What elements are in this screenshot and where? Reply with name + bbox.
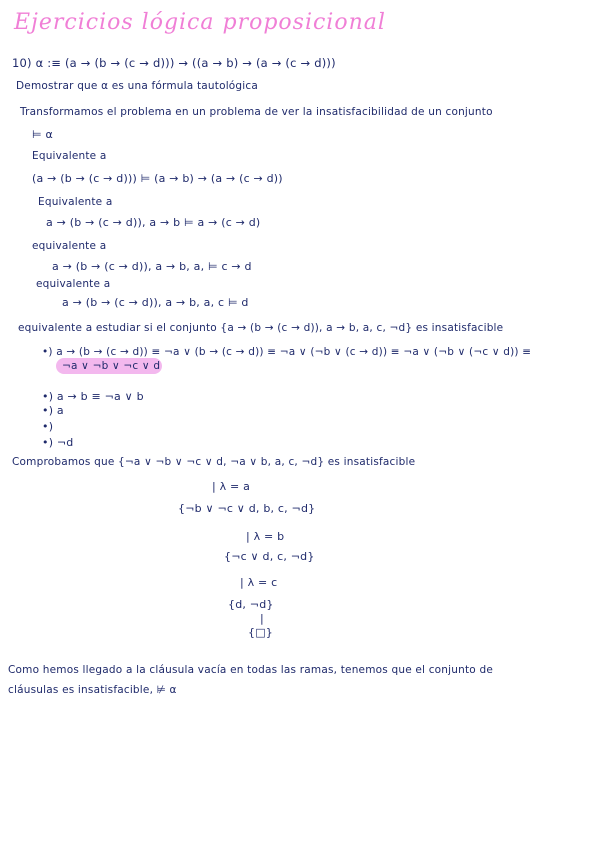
step-tautology: ⊨ α	[32, 128, 53, 141]
set-study-line: equivalente a estudiar si el conjunto {a → (b → (c → d)), a → b, a, c, ¬d} es insatisfacible	[18, 322, 504, 334]
conclusion-line-2: cláusulas es insatisfacible, ⊭ α	[8, 684, 177, 696]
branch-final: |	[260, 612, 264, 625]
conclusion-line-1: Como hemos llegado a la cláusula vacía en todas las ramas, tenemos que el conjunto de	[8, 664, 493, 676]
branch-b: | λ = b	[246, 530, 285, 543]
intro-line: Transformamos el problema en un problema de ver la insatisfacibilidad de un conjunto	[20, 106, 493, 118]
empty-clause: {□}	[248, 626, 273, 639]
branch-c: | λ = c	[240, 576, 278, 589]
goal-line: Demostrar que α es una fórmula tautológica	[16, 80, 259, 92]
check-line: Comprobamos que {¬a ∨ ¬b ∨ ¬c ∨ d, ¬a ∨ b, a, c, ¬d} es insatisfacible	[12, 456, 416, 468]
conversion-1-result: ¬a ∨ ¬b ∨ ¬c ∨ d	[62, 360, 161, 372]
equiv-label-3: equivalente a	[32, 240, 107, 252]
clause-a: •) a	[42, 404, 64, 417]
resolvent-2: {¬c ∨ d, c, ¬d}	[224, 550, 315, 563]
conversion-2: •) a → b ≡ ¬a ∨ b	[42, 390, 144, 403]
clause-c: •)	[42, 420, 54, 433]
equiv-label-4: equivalente a	[36, 278, 111, 290]
exercise-statement: 10) α :≡ (a → (b → (c → d))) → ((a → b) → (a → (c → d)))	[12, 56, 336, 70]
clause-not-d: •) ¬d	[42, 436, 74, 449]
resolvent-3: {d, ¬d}	[228, 598, 274, 611]
step-1: (a → (b → (c → d))) ⊨ (a → b) → (a → (c → d))	[32, 172, 283, 185]
resolvent-1: {¬b ∨ ¬c ∨ d, b, c, ¬d}	[178, 502, 316, 515]
conversion-1: •) a → (b → (c → d)) ≡ ¬a ∨ (b → (c → d)) ≡ ¬a ∨ (¬b ∨ (c → d)) ≡ ¬a ∨ (¬b ∨ (¬c ∨ d)) ≡	[42, 346, 532, 358]
branch-a: | λ = a	[212, 480, 251, 493]
step-3: a → (b → (c → d)), a → b, a, ⊨ c → d	[52, 260, 252, 273]
page-title: Ejercicios lógica proposicional	[14, 10, 386, 35]
step-2: a → (b → (c → d)), a → b ⊨ a → (c → d)	[46, 216, 261, 229]
step-4: a → (b → (c → d)), a → b, a, c ⊨ d	[62, 296, 249, 309]
equiv-label-1: Equivalente a	[32, 150, 107, 162]
equiv-label-2: Equivalente a	[38, 196, 113, 208]
